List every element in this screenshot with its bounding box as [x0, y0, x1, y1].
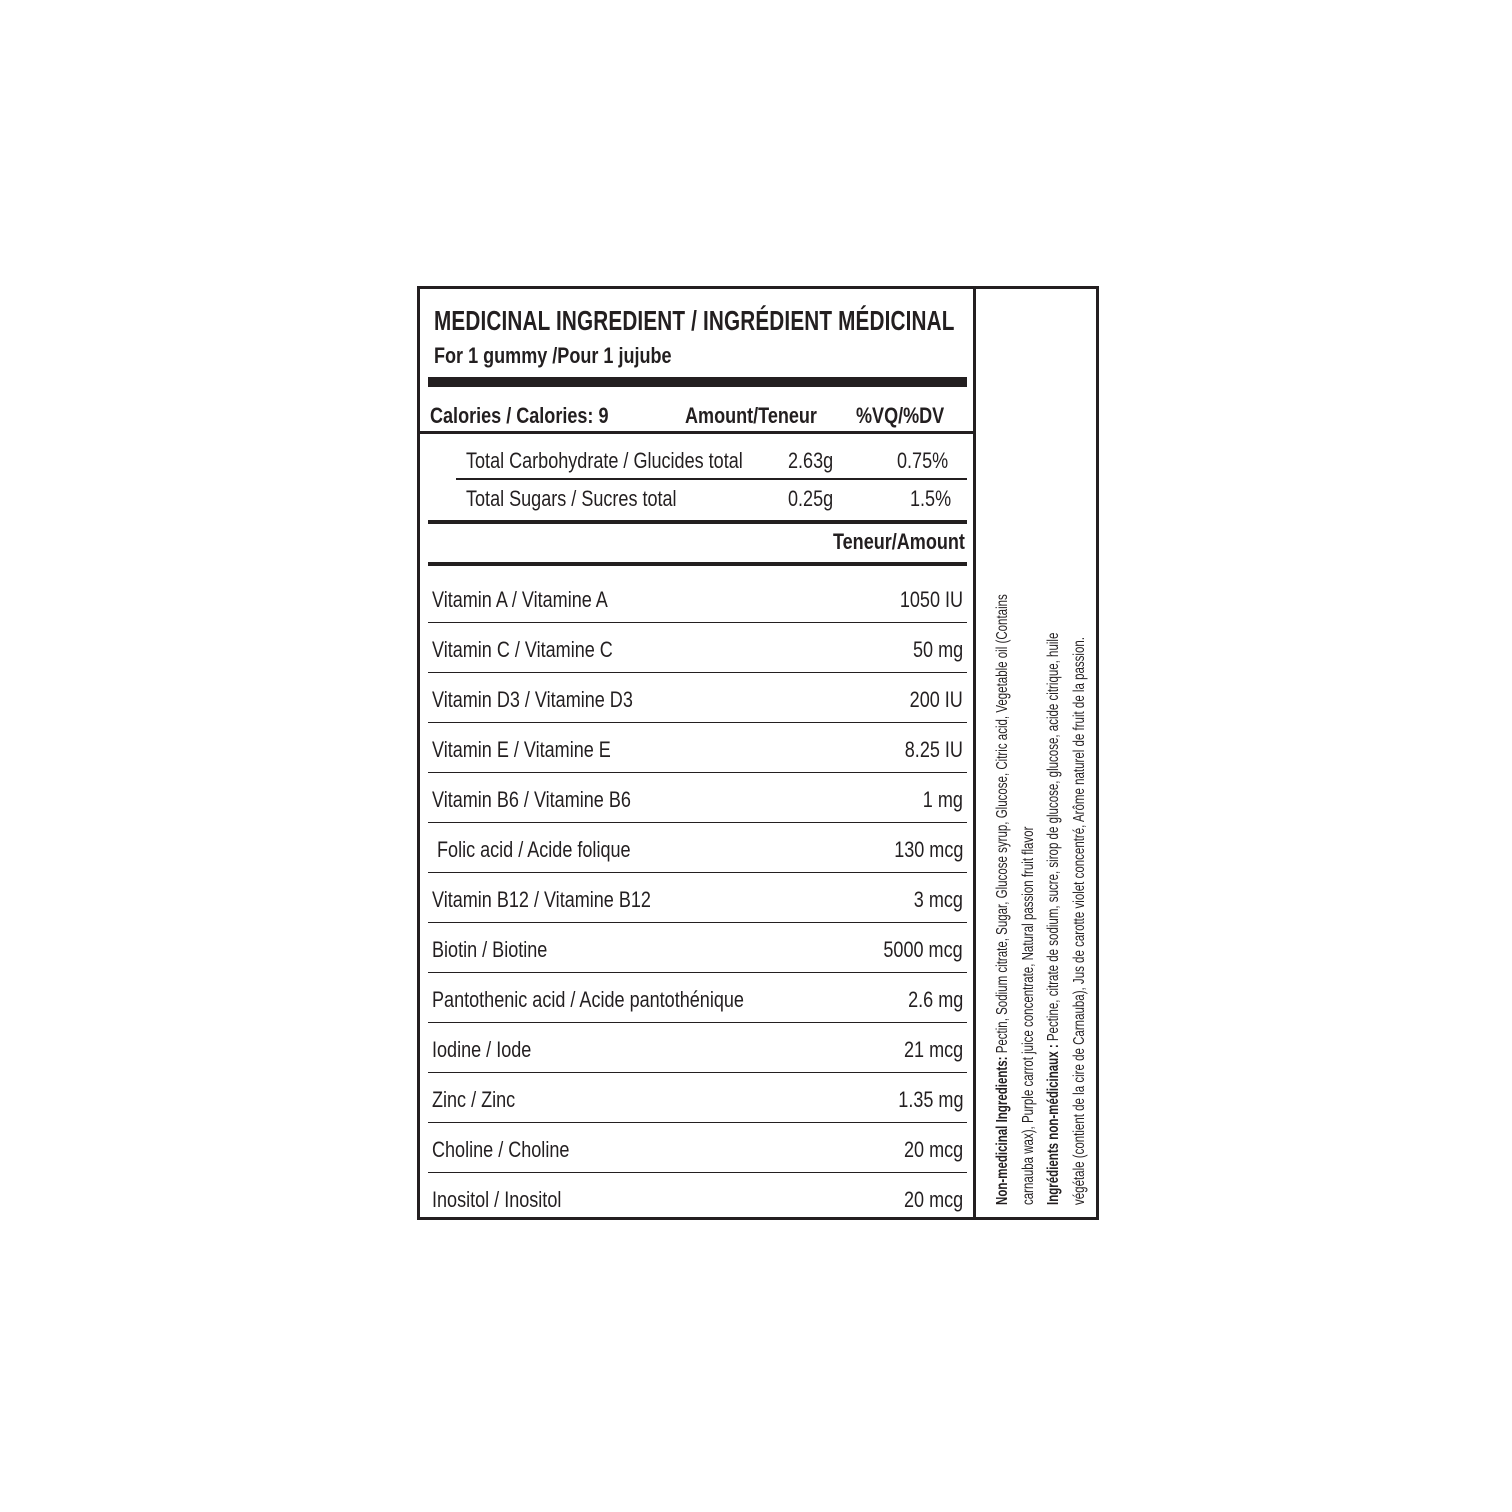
nutrient-amount: 2.6 mg [907, 987, 963, 1012]
non-medicinal-text-fr-1: Pectine, citrate de sodium, sucre, sirop de glucose, glucose, acide citrique, huile [1045, 632, 1062, 1045]
panel-title: MEDICINAL INGREDIENT / INGRÉDIENT MÉDICINAL [434, 305, 955, 336]
row-divider [428, 622, 967, 624]
medicinal-panel [420, 289, 976, 1217]
nutrient-name: Iodine / Iode [432, 1037, 532, 1062]
nutrient-amount: 21 mcg [903, 1037, 963, 1062]
nutrient-row [428, 625, 967, 673]
nutrient-amount: 50 mg [912, 637, 963, 662]
row-divider [428, 1172, 967, 1174]
nutrient-amount: 8.25 IU [904, 737, 963, 762]
nutrient-name: Vitamin A / Vitamine A [432, 587, 608, 612]
nutrient-row [428, 1175, 967, 1215]
calories-row: Calories / Calories: 9 Amount/Teneur %VQ/%DV [430, 403, 945, 428]
nutrient-row [428, 725, 967, 773]
non-medicinal-label-fr: Ingrédients non-médicinaux : [1045, 1044, 1062, 1205]
carb-row: Total Carbohydrate / Glucides total 2.63g 0.75% [466, 448, 949, 473]
header-divider [420, 431, 973, 434]
nutrient-row [428, 575, 967, 623]
nutrient-row [428, 975, 967, 1023]
nutrient-amount: 1 mg [922, 787, 963, 812]
non-medicinal-panel [976, 289, 1096, 1217]
row-divider [428, 772, 967, 774]
nutrient-name: Zinc / Zinc [432, 1087, 516, 1112]
nutrient-row [428, 1075, 967, 1123]
row-divider [428, 1022, 967, 1024]
nutrient-amount: 130 mcg [893, 837, 963, 862]
nutrient-name: Folic acid / Acide folique [432, 837, 631, 862]
section-divider [428, 520, 967, 524]
nutrient-name: Vitamin E / Vitamine E [432, 737, 611, 762]
nutrient-name: Vitamin D3 / Vitamine D3 [432, 687, 633, 712]
nutrient-name: Pantothenic acid / Acide pantothénique [432, 987, 744, 1012]
nutrient-row [428, 875, 967, 923]
row-divider [428, 1072, 967, 1074]
thick-divider [428, 377, 967, 387]
supplement-facts-label [417, 286, 1099, 1220]
nutrient-name: Vitamin B12 / Vitamine B12 [432, 887, 651, 912]
sugars-row: Total Sugars / Sucres total 0.25g 1.5% [466, 486, 952, 511]
serving-size: For 1 gummy /Pour 1 jujube [434, 343, 672, 368]
nutrient-row [428, 825, 967, 873]
nutrient-amount: 1.35 mg [897, 1087, 963, 1112]
nutrient-row [428, 675, 967, 723]
nutrient-amount: 200 IU [909, 687, 963, 712]
nutrient-name: Inositol / Inositol [432, 1187, 562, 1212]
non-medicinal-text-en-2: carnauba wax), Purple carrot juice concentrate, Natural passion fruit flavor [1019, 826, 1037, 1205]
nutrient-row [428, 1025, 967, 1073]
row-divider [428, 822, 967, 824]
nutrient-row [428, 775, 967, 823]
nutrient-amount: 5000 mcg [883, 937, 963, 962]
nutrient-amount: 3 mcg [913, 887, 963, 912]
row-divider [428, 672, 967, 674]
nutrient-name: Biotin / Biotine [432, 937, 548, 962]
nutrient-amount: 20 mcg [903, 1137, 963, 1162]
carb-divider [456, 478, 967, 480]
section-divider [428, 562, 967, 566]
nutrient-name: Choline / Choline [432, 1137, 570, 1162]
row-divider [428, 972, 967, 974]
nutrient-row [428, 1125, 967, 1173]
non-medicinal-text-en-1: Pectin, Sodium citrate, Sugar, Glucose syrup, Glucose, Citric acid, Vegetable oil (Contains [994, 594, 1011, 1057]
non-medicinal-label-en: Non-medicinal Ingredients: [994, 1056, 1011, 1205]
row-divider [428, 922, 967, 924]
non-medicinal-text [990, 305, 1092, 1205]
row-divider [428, 722, 967, 724]
row-divider [428, 872, 967, 874]
nutrient-row [428, 925, 967, 973]
nutrient-amount: 20 mcg [903, 1187, 963, 1212]
non-medicinal-text-fr-2: végétale (contient de la cire de Carnauba), Jus de carotte violet concentré, Arôme naturel de fruit de la passion. [1070, 636, 1088, 1205]
nutrient-amount: 1050 IU [899, 587, 963, 612]
nutrient-name: Vitamin C / Vitamine C [432, 637, 613, 662]
nutrient-name: Vitamin B6 / Vitamine B6 [432, 787, 631, 812]
amount-header: Teneur/Amount [833, 529, 965, 554]
row-divider [428, 1122, 967, 1124]
